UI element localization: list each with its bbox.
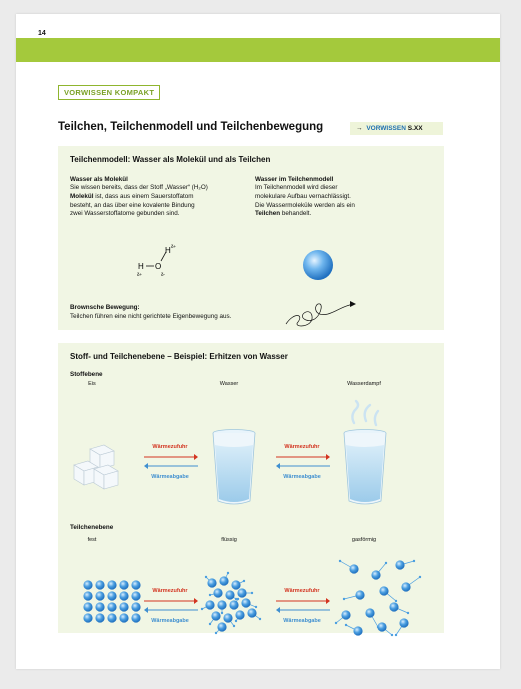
section-tag: VORWISSEN KOMPAKT <box>58 85 160 100</box>
solid-particle <box>95 591 104 600</box>
molecule-heading: Wasser als Molekül <box>70 176 128 183</box>
heat-in-label-4: Wärmezufuhr <box>284 588 320 594</box>
ref-page: S.XX <box>407 125 423 132</box>
gas-particle-tail-tip <box>413 560 415 562</box>
molecule-line-1: Sie wissen bereits, dass der Stoff „Wasser“ (H₂O) <box>70 184 208 191</box>
box2-heading: Stoff- und Teilchenebene – Beispiel: Erhitzen von Wasser <box>70 352 288 361</box>
particle-gas-label: gasförmig <box>351 537 377 543</box>
heat-in-label-3: Wärmezufuhr <box>152 588 188 594</box>
teilchen-line-1: Im Teilchenmodell wird dieser <box>255 184 338 191</box>
gas-particle-tail-tip <box>335 622 337 624</box>
solid-particle <box>107 613 116 622</box>
molecule-line-2-rest: ist, dass aus einem Sauerstoffatom <box>93 192 194 200</box>
liquid-particle <box>229 600 238 609</box>
heat-in-label-2: Wärmezufuhr <box>284 444 320 450</box>
solid-particle <box>119 613 128 622</box>
box1-heading: Teilchenmodell: Wasser als Molekül und als Teilchen <box>70 155 271 164</box>
solid-particle <box>119 580 128 589</box>
stoffebene-label: Stoffebene <box>70 371 103 378</box>
solid-particle <box>83 602 92 611</box>
gas-particle <box>365 608 374 617</box>
particle-solid-label: fest <box>87 537 97 543</box>
solid-particle <box>95 602 104 611</box>
heat-arrows-3 <box>144 598 198 614</box>
teilchen-heading: Wasser im Teilchenmodell <box>255 176 334 183</box>
gas-particle-tail-tip <box>345 624 347 626</box>
state-ice-label: Eis <box>88 381 96 387</box>
molecule-line-3: besteht, an das über eine kovalente Bindung <box>70 201 195 209</box>
gas-particle-tail-tip <box>343 598 345 600</box>
liquid-particle-tail-tip <box>205 576 207 578</box>
liquid-particle-tail-tip <box>243 580 245 582</box>
liquid-particle-tail-tip <box>227 572 229 574</box>
molecule-line-4: zwei Wasserstoffatome gebunden sind. <box>70 210 180 218</box>
arrow-right-icon: → <box>356 125 363 132</box>
gas-particle <box>395 560 404 569</box>
teilchenebene-label: Teilchenebene <box>70 524 114 531</box>
page-number: 14 <box>38 30 46 37</box>
liquid-particle-tail-tip <box>255 606 257 608</box>
liquid-particle <box>217 622 226 631</box>
solid-particle <box>119 602 128 611</box>
liquid-particle <box>225 590 234 599</box>
solid-particle <box>95 613 104 622</box>
teilchen-line-4 <box>255 210 397 219</box>
liquid-particle <box>213 588 222 597</box>
page-title: Teilchen, Teilchenmodell und Teilchenbewegung <box>58 121 324 133</box>
liquid-particle-tail-tip <box>209 594 211 596</box>
liquid-particle <box>205 600 214 609</box>
liquid-particle <box>207 578 216 587</box>
liquid-particle-tail-tip <box>251 592 253 594</box>
particle-model-box <box>58 146 444 330</box>
h2-atom: H <box>138 262 144 271</box>
liquid-particle <box>219 576 228 585</box>
solid-particle <box>131 602 140 611</box>
liquid-particle-tail-tip <box>259 618 261 620</box>
gas-particle-tail-tip <box>395 600 397 602</box>
particle-sphere <box>302 249 334 281</box>
heat-out-label-1: Wärmeabgabe <box>151 474 189 480</box>
h2-charge: δ+ <box>137 272 143 277</box>
liquid-particle <box>231 580 240 589</box>
gas-particle <box>399 618 408 627</box>
gas-particle <box>349 564 358 573</box>
solid-particle <box>95 580 104 589</box>
teilchen-line-4-rest: behandelt. <box>280 210 312 218</box>
liquid-particle-tail-tip <box>233 625 235 627</box>
gas-particle <box>341 610 350 619</box>
particle-model-diagram <box>58 343 444 633</box>
liquid-particle <box>247 608 256 617</box>
liquid-particle <box>235 610 244 619</box>
page <box>16 14 500 669</box>
gas-particle-tail-tip <box>407 612 409 614</box>
liquid-particle <box>241 598 250 607</box>
solid-particle <box>83 580 92 589</box>
brown-text: Teilchen führen eine nicht gerichtete Eigenbewegung aus. <box>70 313 232 320</box>
liquid-particle-tail-tip <box>237 598 239 600</box>
heat-in-label-1: Wärmezufuhr <box>152 444 188 450</box>
liquid-particle <box>223 613 232 622</box>
gas-particle-tail-tip <box>339 560 341 562</box>
brown-heading: Brownsche Bewegung: <box>70 304 140 311</box>
solid-particle <box>83 591 92 600</box>
water-molecule-diagram <box>118 242 198 282</box>
state-steam-label: Wasserdampf <box>347 381 381 387</box>
o-charge: δ- <box>161 272 166 277</box>
particle-liquid-label: flüssig <box>221 537 237 543</box>
solid-particle <box>107 580 116 589</box>
molecule-bold: Molekül <box>70 192 94 200</box>
liquid-particle-tail-tip <box>209 623 211 625</box>
heat-out-label-2: Wärmeabgabe <box>283 474 321 480</box>
liquid-particle-tail-tip <box>201 608 203 610</box>
heat-arrows-4 <box>276 598 330 614</box>
heating-water-box <box>58 343 444 633</box>
solid-particle <box>107 602 116 611</box>
o-atom: O <box>155 262 162 271</box>
state-water-label: Wasser <box>219 381 239 387</box>
solid-particle <box>119 591 128 600</box>
gas-particle <box>353 626 362 635</box>
gas-particle-tail-tip <box>395 634 397 636</box>
teilchen-line-2: molekulare Aufbau vernachlässigt. <box>255 192 351 200</box>
h1-atom: H <box>165 246 171 255</box>
gas-particle <box>377 622 386 631</box>
teilchen-text <box>255 184 397 219</box>
gas-particle <box>401 582 410 591</box>
liquid-particle <box>237 588 246 597</box>
gas-particle <box>355 590 364 599</box>
cross-reference[interactable] <box>350 122 443 135</box>
gas-particle-tail-tip <box>391 634 393 636</box>
molecule-text <box>70 184 246 219</box>
liquid-particle-tail-tip <box>221 612 223 614</box>
teilchen-line-3: Die Wassermoleküle werden als ein <box>255 201 355 209</box>
liquid-particle-tail-tip <box>215 632 217 634</box>
ref-label: VORWISSEN <box>366 125 406 132</box>
header-band <box>16 38 500 62</box>
gas-particle-tail-tip <box>385 562 387 564</box>
gas-particle <box>379 586 388 595</box>
heat-out-label-4: Wärmeabgabe <box>283 618 321 624</box>
teilchen-bold: Teilchen <box>255 210 281 218</box>
solid-particle <box>107 591 116 600</box>
liquid-particle-tail-tip <box>235 620 237 622</box>
heat-out-label-3: Wärmeabgabe <box>151 618 189 624</box>
liquid-particle <box>211 611 220 620</box>
gas-particle <box>371 570 380 579</box>
gas-particle <box>389 602 398 611</box>
h1-charge: δ+ <box>171 244 177 249</box>
solid-particle <box>83 613 92 622</box>
gas-particle-tail-tip <box>419 576 421 578</box>
brownian-path-diagram <box>284 296 364 330</box>
liquid-particle <box>217 600 226 609</box>
molecule-line-2 <box>70 193 246 202</box>
